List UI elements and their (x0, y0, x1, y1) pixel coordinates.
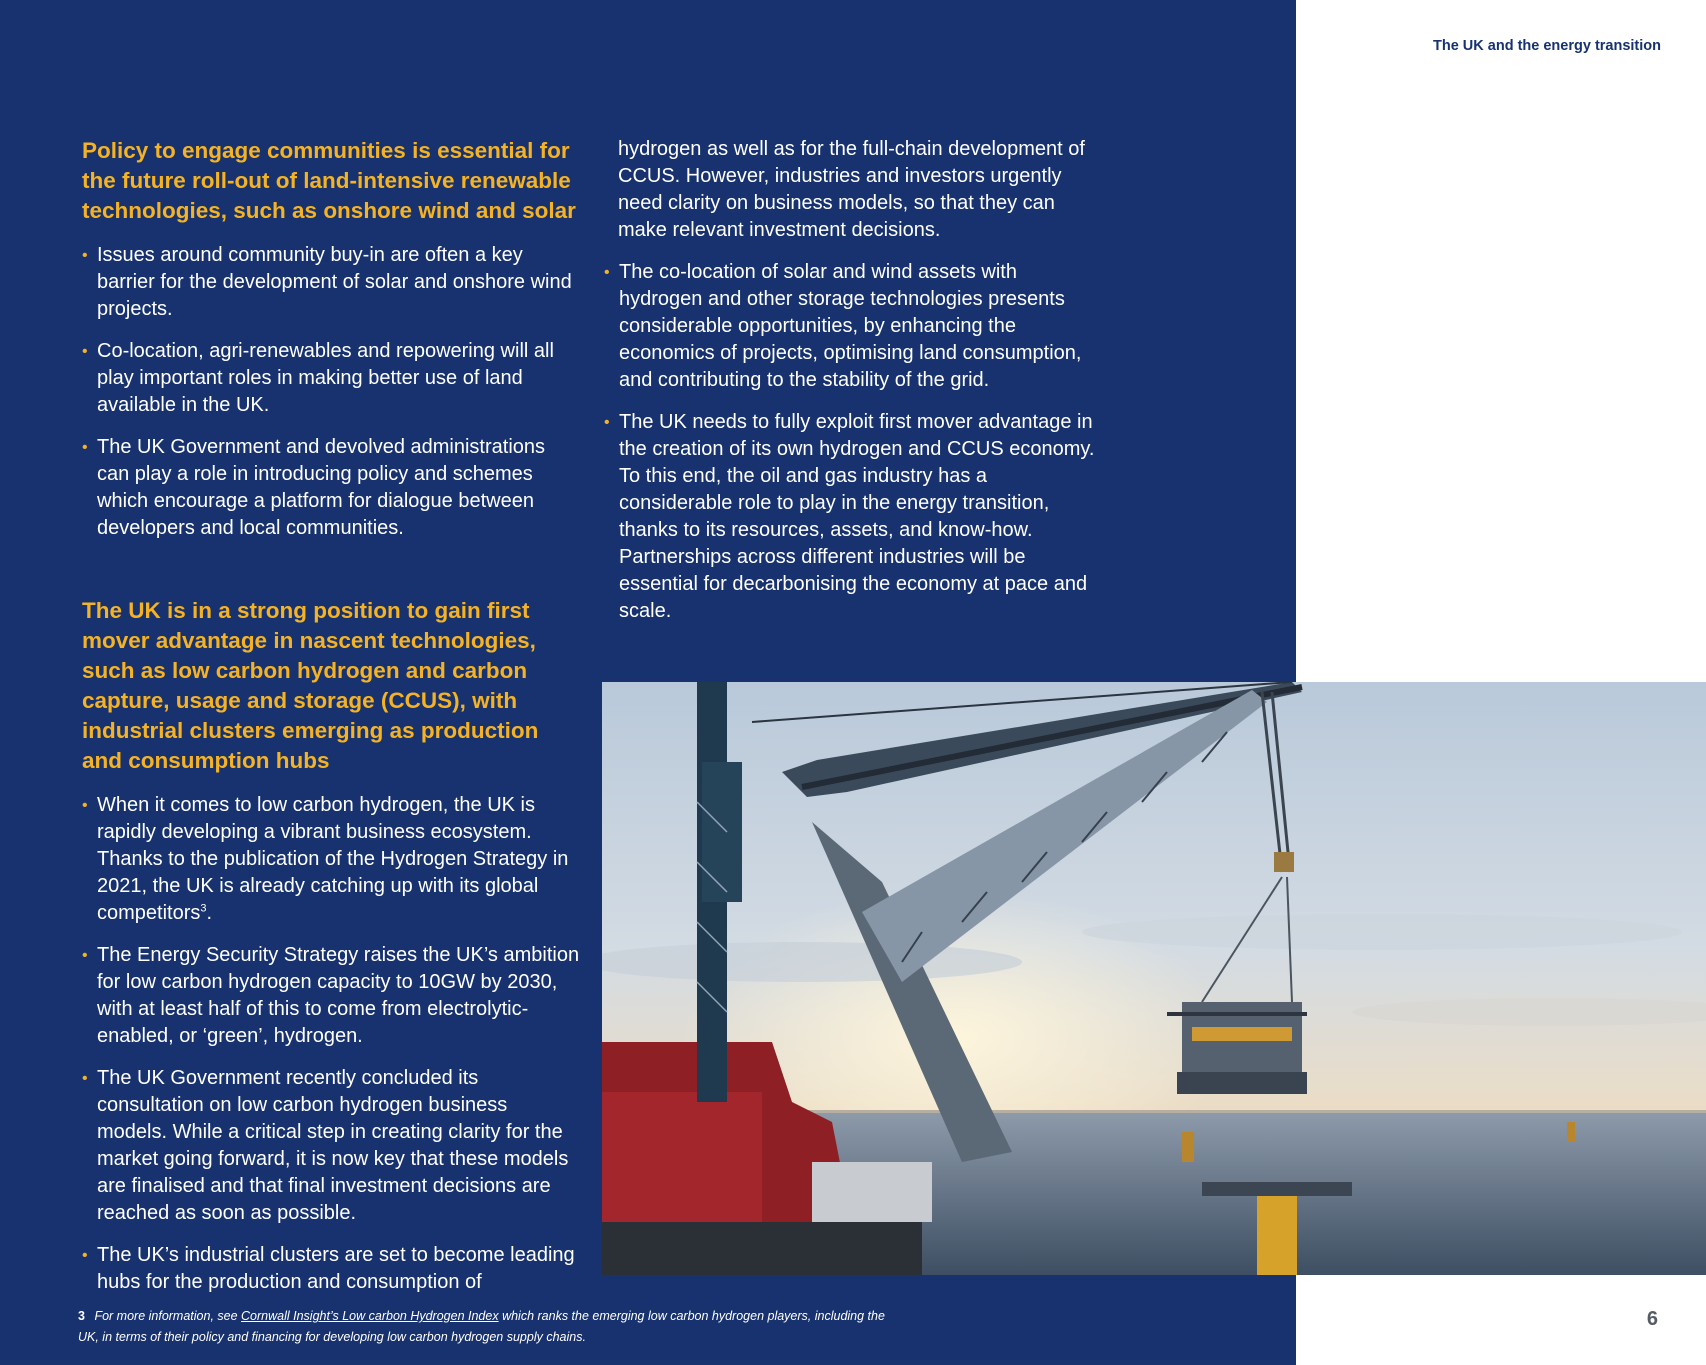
footnote-link[interactable]: Cornwall Insight’s Low carbon Hydrogen Index (241, 1309, 499, 1323)
section-heading-communities: Policy to engage communities is essential for the future roll-out of land-intensive renewable technologies, such as onshore wind and solar (82, 138, 576, 223)
footnote-number: 3 (78, 1309, 85, 1323)
bullet-suffix: . (206, 902, 213, 924)
right-text-column (604, 136, 1104, 640)
bullet-list-hydrogen (82, 792, 582, 1296)
bullet-item: • The Energy Security Strategy raises the UK’s ambition for low carbon hydrogen capacity to 10GW by 2030, with at least half of this to come from electrolytic-enabled, or ‘green’, hydrogen. (82, 942, 582, 1050)
offshore-crane-photo (602, 682, 1706, 1275)
footnote (78, 1306, 898, 1348)
bullet-item: • Issues around community buy-in are often a key barrier for the development of solar and onshore wind projects. (82, 242, 582, 323)
continuation-paragraph: hydrogen as well as for the full-chain development of CCUS. However, industries and investors urgently need clarity on business models, so that they can make relevant investment decisions. (618, 138, 1085, 241)
bullet-item: • The UK Government and devolved administrations can play a role in introducing policy and schemes which encourage a platform for dialogue between developers and local communities. (82, 434, 582, 542)
footnote-reference[interactable]: 3 (200, 902, 207, 915)
footnote-suffix: which ranks the emerging low carbon hydrogen players, including the UK, in terms of their policy and financing for developing low carbon hydrogen supply chains. (78, 1309, 885, 1344)
bullet-item: • The UK Government recently concluded its consultation on low carbon hydrogen business models. While a critical step in creating clarity for the market going forward, it is now key that these models are finalised and that final investment decisions are reached as soon as possible. (82, 1065, 582, 1227)
bullet-item: • The UK needs to fully exploit first mover advantage in the creation of its own hydrogen and CCUS economy. To this end, the oil and gas industry has a considerable role to play in the energy transition, thanks to its resources, assets, and know-how. Partnerships across different industries will be essential for decarbonising the economy at pace and scale. (604, 409, 1104, 625)
left-text-column (82, 136, 582, 1311)
section-heading-first-mover: The UK is in a strong position to gain first mover advantage in nascent technologies, such as low carbon hydrogen and carbon capture, usage and storage (CCUS), with industrial clusters emerging as production and consumption hubs (82, 598, 539, 773)
bullet-item: • The UK’s industrial clusters are set to become leading hubs for the production and consumption of (82, 1242, 582, 1296)
bullet-text: When it comes to low carbon hydrogen, the UK is rapidly developing a vibrant business ecosystem. Thanks to the publication of the Hydrogen Strategy in 2021, the UK is already catching up with its global competitors (97, 794, 569, 924)
bullet-item: • Co-location, agri-renewables and repowering will all play important roles in making better use of land available in the UK. (82, 338, 582, 419)
bullet-list-right (604, 259, 1104, 625)
bullet-item: • The co-location of solar and wind assets with hydrogen and other storage technologies presents considerable opportunities, by enhancing the economics of projects, optimising land consumption, and contributing to the stability of the grid. (604, 259, 1104, 394)
running-header-title: The UK and the energy transition (1433, 38, 1661, 54)
footnote-prefix: For more information, see (94, 1309, 238, 1323)
bullet-list-communities (82, 242, 582, 542)
bullet-item (82, 792, 582, 927)
page-number: 6 (1646, 1308, 1658, 1330)
